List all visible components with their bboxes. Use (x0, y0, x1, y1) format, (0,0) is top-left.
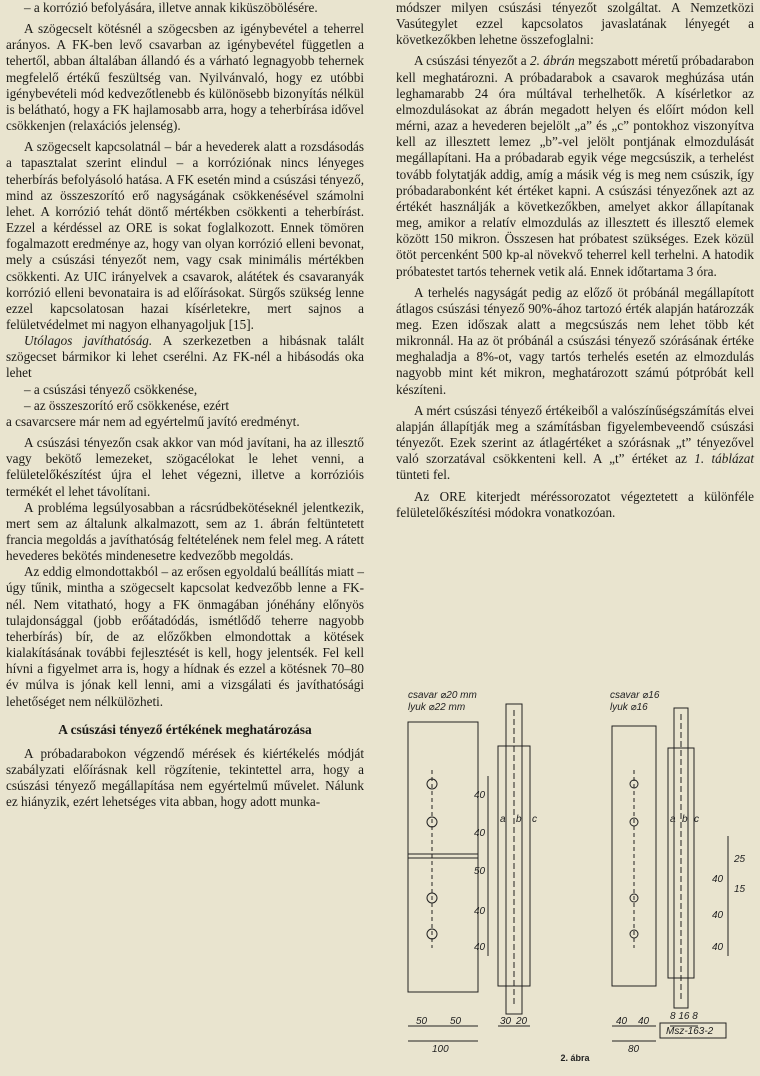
dim-bottom-right-1: 40 (616, 1016, 628, 1027)
dim-bottom-right-2: 40 (638, 1016, 650, 1027)
paragraph-text: A szerkezetben a hibásnak talált szögecset bármikor ki lehet cserélni. Az FK-nél a hibásodás oka lehet (6, 333, 365, 381)
figure-2-specimen-drawing (394, 686, 756, 1066)
paragraph: Az eddig elmondottakból – az erősen egyoldalú beállítás miatt – úgy tűnik, mintha a szögecselt kapcsolat kedvezőbb lenne a FK-nél. Nem vitatható, hogy a FK önmagában jónéhány előnyös tulajdonsággal (jobb erőátadódás, ismétlődő teherre nagyobb teherbírás) bír, de az előzőkben elmondottak a kötések kialakításának további fejlesztését is kell, hogy jelentsék. Fel kell hívni a figyelmet arra is, hogy a hídnak és ezzel a kötésnek 70–80 év múlva is jónak kell lenni, ami a vizsgálati és javíthatósági lehetőséget nem nélkülözheti. (6, 564, 364, 709)
dim-left-2: 40 (474, 828, 486, 839)
paragraph: a csavarcsere már nem ad egyértelmű javító eredményt. (6, 413, 300, 429)
dim-right-2: 40 (712, 910, 724, 921)
table-reference: 1. táblázat (694, 451, 754, 467)
left-hole-label: lyuk ⌀22 mm (408, 702, 466, 713)
paragraph: A próbadarabokon végzendő mérések és kiértékelés módját szabályzati előírásnak kell rögzítenie, tekintettel arra, hogy a csúszási tényező megállapítása nem egyértelmű művelet. Nálunk ez hiányzik, ezért lehetséges vita abban, hogy adott munka- (6, 745, 364, 810)
dim-bottom-right-total: 80 (628, 1044, 640, 1055)
paragraph: Az ORE kiterjedt méréssorozatot végeztetett a különféle felületelőkészítési módokra vonatkozóan. (396, 488, 754, 520)
dim-bottom-left-1: 50 (416, 1016, 428, 1027)
dim-bottom-left-2: 50 (450, 1016, 462, 1027)
dim-25: 25 (734, 854, 746, 865)
left-plate (408, 722, 478, 992)
point-b-label: b (516, 814, 522, 825)
dim-right-3: 40 (712, 942, 724, 953)
dim-bottom-mid-2: 20 (516, 1016, 528, 1027)
list-item: – az összeszorító erő csökkenése, ezért (24, 397, 230, 413)
paragraph: A szögecselt kötésnél a szögecsben az igénybevétel a teherrel arányos. A FK-ben levő csavarban az igénybevétel független a tehertől, abban általában állandó és a várható legnagyobb tehernek megfelelő értékű feszültség van. Nyilvánvaló, hogy ez utóbbi igénybevételi mód kedvezőtlenebb és különösebb bizonyítás nélkül is belátható, hogy a FK hajlamosabb arra, hogy a teherbírása idővel csökkenjen (relaxációs jelenség). (6, 21, 364, 134)
point-a-label: a (500, 814, 506, 825)
dim-right-1: 40 (712, 874, 724, 885)
paragraph (396, 403, 754, 484)
paragraph-text: A csúszási tényezőt a (414, 53, 530, 69)
paragraph: módszer milyen csúszási tényezőt szolgáltat. A Nemzetközi Vasútegylet ezzel kapcsolatos javaslatának lényegét a következőkben lehetne összefoglalni: (396, 0, 754, 48)
paragraph: A probléma legsúlyosabban a rácsrúdbekötéseknél jelentkezik, mert sem az általunk alkalmazott, sem az 1. ábrán feltüntetett francia megoldás a javíthatóság feltételének nem felel meg. A rátett hevederes bekötés mindenesetre kedvezőbb megoldás. (6, 499, 364, 564)
paragraph-text: tünteti fel. (396, 467, 451, 483)
point-b-label-right: b (682, 814, 688, 825)
italic-lead: Utólagos javíthatóság. (24, 333, 153, 349)
left-column (6, 0, 364, 811)
right-bolt-label: csavar ⌀16 (610, 690, 660, 701)
paragraph: – a korrózió befolyására, illetve annak kiküszöbölésére. (24, 0, 318, 15)
dim-15: 15 (734, 884, 746, 895)
point-c-label: c (532, 814, 537, 825)
right-hole-label: lyuk ⌀16 (610, 702, 648, 713)
dim-left-4: 40 (474, 906, 486, 917)
point-c-label-right: c (694, 814, 699, 825)
paragraph: A szögecselt kapcsolatnál – bár a hevederek alatt a rozsdásodás a tapasztalat szerint elindul – a korróziónak nincs lényeges teherbírás befolyásoló hatása. A FK esetén mind a csúszási tényező, mind az összeszorító erő nagyságának csökkenésével számolni lehet. A korrózió tehát döntő mértékben csökkenti a teherbírást. Ezzel a kérdéssel az ORE is sokat foglalkozott. Ennek tömören fogalmazott eredménye az, hogy van olyan korrózió elleni bevonat, mely a csúszási tényezőt nem, vagy csak minimális mértékben csökkenti. Az UIC irányelvek a csavarok, alátétek és csavaranyák korrózió elleni bevonataira is ad előírásokat. Sürgős szükség lenne ezzel kapcsolatosan hazai kísérletekre, mert sajnos a felületvédelmet mi nagyon elhanyagoljuk [15]. (6, 139, 364, 332)
paragraph: A terhelés nagyságát pedig az előző öt próbánál megállapított átlagos csúszási tényező 90%-ához tartozó érték alapján határozzák meg. Ezen időszak alatt a megcsúszás nem lehet több két mikronnál. Ha az öt próbánál a csúszási tényező szórásának értéke meghaladja a 8%-ot, vagy tartós terhelés esetén az elmozdulás nagyobb mint két mikron, meghatározott számú pótpróbát kell készíteni. (396, 284, 754, 397)
dim-bottom-right-plates: 8 16 8 (670, 1011, 698, 1022)
paragraph-text: megszabott méretű próbadarabon kell meghatározni. A próbadarabok a csavarok meghúzása után leghamarabb 24 óra múltával terhelhetők. A kísérletkor az elmozdulásokat az ábrán megadott helyen és előírt módon kell mérni, azaz a hevederen bejelölt „a” és „c” pontokhoz viszonyítva kell az illesztett lemez „b”-vel jelölt pontjának elmozdulását megállapítani. Ha a próbadarab egyik vége megcsúszik, a terhelést tovább folytatják addig, amíg a másik vég is meg nem csúszik, így próbadarabonként két értéket kapni. A csúszási tényezőnek azt az értékét használják a következőkben, amelyet akkor állapítanak meg, amikor a relatív elmozdulás az illesztett és illesztő elemek között 150 mikron. Összesen hat próbatest szükséges. Ezek közül ötöt percenként 500 kp-al növekvő teherrel kell terhelni. A hatodik próbatestet tartós tehernek vetik alá. Ennek időtartama 3 óra. (396, 53, 755, 279)
paragraph-text: A mért csúszási tényező értékeiből a valószínűségszámítás elvei alapján állapítják meg a számításban figyelembeveendő csúszási tényezőt. Ezek szerint az átlagértéket a szórásnak „t” tényezővel való szorzatával csökkenteni kell. A „t” értéket az (396, 402, 754, 467)
figure-caption: 2. ábra (560, 1053, 590, 1063)
drawing-number: Msz-163-2 (666, 1026, 714, 1037)
point-a-label-right: a (670, 814, 676, 825)
dim-left-1: 40 (474, 790, 486, 801)
dim-bottom-mid-1: 30 (500, 1016, 512, 1027)
paragraph (6, 333, 364, 381)
paragraph (396, 53, 754, 279)
dim-bottom-left-total: 100 (432, 1044, 449, 1055)
list-item: – a csúszási tényező csökkenése, (24, 381, 198, 397)
dim-left-5: 40 (474, 942, 486, 953)
technical-drawing (394, 686, 756, 1066)
figure-reference: 2. ábrán (529, 53, 575, 69)
paragraph: A csúszási tényezőn csak akkor van mód javítani, ha az illesztő vagy bekötő lemezeket, szögacélokat le lehet venni, a felületelőkészítést újra el lehet végezni, illetve a korrózióis termékét el lehet távolítani. (6, 435, 364, 499)
dim-left-3: 50 (474, 866, 486, 877)
left-bolt-label: csavar ⌀20 mm (408, 690, 477, 701)
section-heading: A csúszási tényező értékének meghatározása (58, 721, 312, 737)
right-column (396, 0, 754, 521)
